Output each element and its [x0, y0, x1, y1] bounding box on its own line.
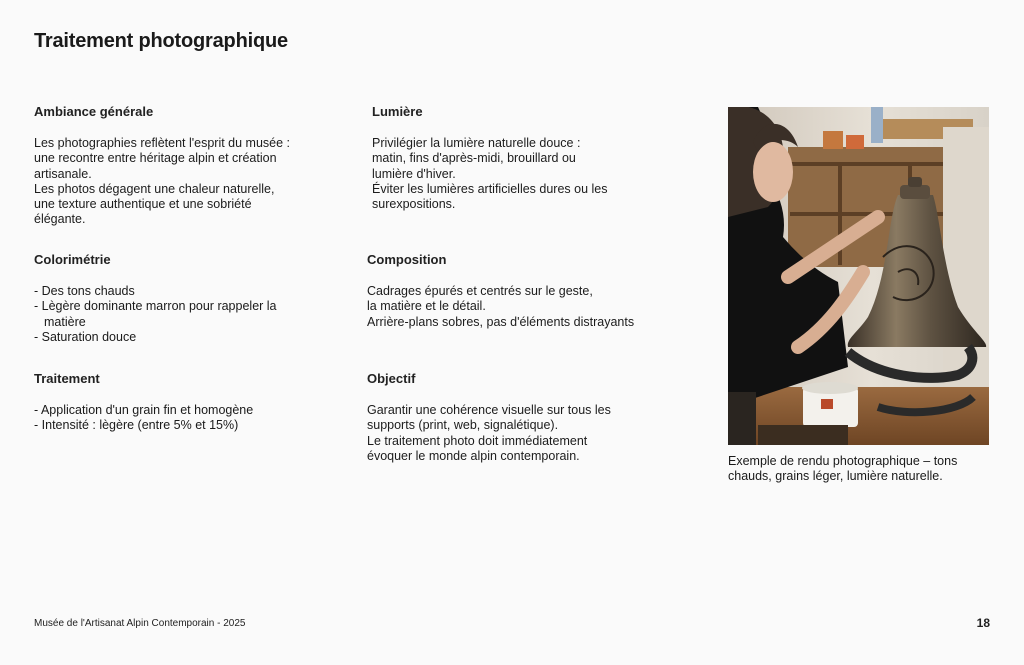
section-body: Privilégier la lumière naturelle douce : matin, fins d'après-midi, brouillard ou lumière d'hiver. Éviter les lumières artificielles dures ou les surexpositions. — [372, 136, 608, 212]
section-traitement — [34, 371, 334, 434]
page-title: Traitement photographique — [34, 30, 288, 52]
page-number: 18 — [976, 616, 990, 630]
list-item: - Lègère dominante marron pour rappeler la matière — [34, 299, 306, 330]
list-item: - Saturation douce — [34, 330, 334, 345]
bullet-list — [34, 284, 334, 345]
list-item: - Application d'un grain fin et homogène — [34, 403, 334, 418]
section-heading: Lumière — [372, 104, 423, 119]
section-heading: Composition — [367, 252, 447, 267]
section-body: Garantir une cohérence visuelle sur tous les supports (print, web, signalétique). Le traitement photo doit immédiatement évoquer le monde alpin contemporain. — [367, 403, 611, 463]
footer-text: Musée de l'Artisanat Alpin Contemporain - 2025 — [34, 618, 246, 629]
photo-caption: Exemple de rendu photographique – tons chauds, grains léger, lumière naturelle. — [728, 454, 958, 484]
section-ambiance — [34, 104, 334, 228]
section-lumiere — [372, 104, 672, 212]
section-heading: Ambiance générale — [34, 104, 154, 119]
example-photo — [728, 107, 989, 445]
list-item: - Des tons chauds — [34, 284, 306, 299]
section-colorimetrie — [34, 252, 334, 345]
bell-craftsman-illustration — [728, 107, 989, 445]
section-heading: Traitement — [34, 371, 100, 386]
section-composition — [367, 252, 667, 330]
section-objectif — [367, 371, 667, 464]
section-heading: Colorimétrie — [34, 252, 111, 267]
section-heading: Objectif — [367, 371, 416, 386]
list-item: - Intensité : lègère (entre 5% et 15%) — [34, 418, 334, 433]
bullet-list — [34, 403, 334, 434]
section-body: Les photographies reflètent l'esprit du musée : une recontre entre héritage alpin et création artisanale. Les photos dégagent une chaleur naturelle, une texture authentique et une sobriété élégante. — [34, 136, 291, 227]
section-body: Cadrages épurés et centrés sur le geste, la matière et le détail. Arrière-plans sobres, pas d'éléments distrayants — [367, 284, 635, 329]
